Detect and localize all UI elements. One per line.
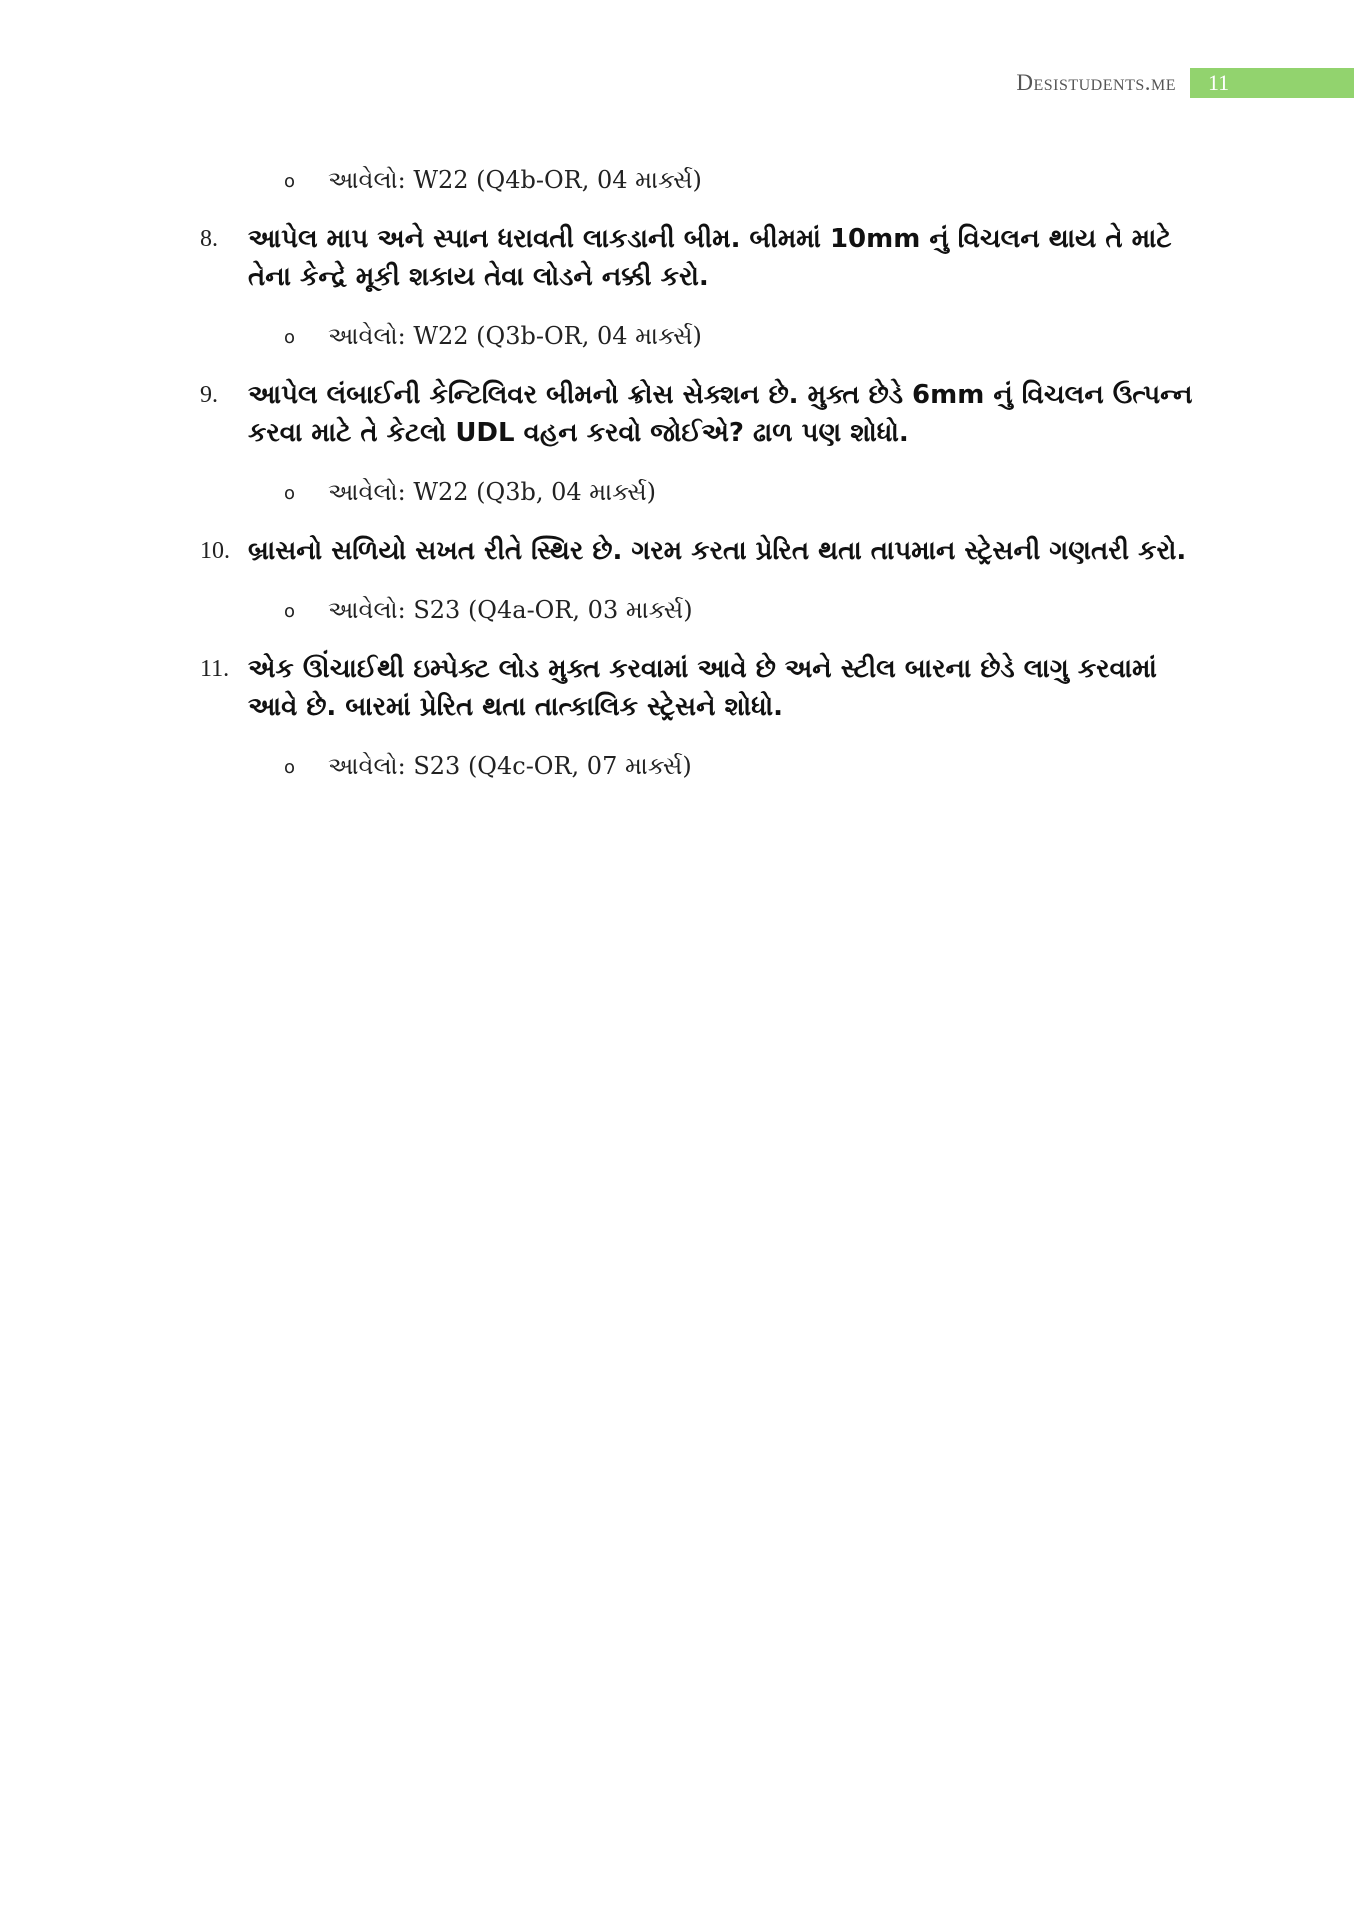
bullet-icon: o — [284, 171, 296, 192]
question-item — [200, 650, 1200, 726]
question-number: 10. — [200, 538, 230, 564]
question-list — [200, 160, 1200, 786]
asked-text: આવેલો: S23 (Q4a-OR, 03 માર્ક્સ) — [328, 596, 693, 624]
question-number: 8. — [200, 226, 218, 252]
asked-info — [200, 746, 1200, 786]
bullet-icon: o — [284, 327, 296, 348]
asked-info — [200, 316, 1200, 356]
page-header — [1016, 68, 1354, 98]
bullet-icon: o — [284, 601, 296, 622]
question-item — [200, 376, 1200, 452]
question-item — [200, 532, 1200, 570]
bullet-icon: o — [284, 757, 296, 778]
question-text: આપેલ લંબાઈની કેન્ટિલિવર બીમનો ક્રોસ સેક્શન છે. મુક્ત છેડે 6mm નું વિચલન ઉત્પન્ન કરવા માટે તે કેટલો UDL વહન કરવો જોઈએ? ઢાળ પણ શોધો. — [248, 380, 1193, 448]
asked-text: આવેલો: W22 (Q4b-OR, 04 માર્ક્સ) — [328, 166, 702, 194]
question-number: 11. — [200, 656, 230, 682]
asked-text: આવેલો: W22 (Q3b, 04 માર્ક્સ) — [328, 478, 657, 506]
site-name: Desistudents.me — [1016, 70, 1176, 95]
question-text: એક ઊંચાઈથી ઇમ્પેક્ટ લોડ મુક્ત કરવામાં આવે છે અને સ્ટીલ બારના છેડે લાગુ કરવામાં આવે છે. બારમાં પ્રેરિત થતા તાત્કાલિક સ્ટ્રેસને શોધો. — [248, 654, 1157, 722]
asked-text: આવેલો: S23 (Q4c-OR, 07 માર્ક્સ) — [328, 752, 692, 780]
question-text: આપેલ માપ અને સ્પાન ધરાવતી લાકડાની બીમ. બીમમાં 10mm નું વિચલન થાય તે માટે તેના કેન્દ્રે મૂકી શકાય તેવા લોડને નક્કી કરો. — [248, 224, 1172, 292]
question-number: 9. — [200, 382, 218, 408]
asked-text: આવેલો: W22 (Q3b-OR, 04 માર્ક્સ) — [328, 322, 702, 350]
bullet-icon: o — [284, 483, 296, 504]
question-item — [200, 220, 1200, 296]
asked-info — [200, 590, 1200, 630]
asked-info — [200, 160, 1200, 200]
question-text: બ્રાસનો સળિયો સખત રીતે સ્થિર છે. ગરમ કરતા પ્રેરિત થતા તાપમાન સ્ટ્રેસની ગણતરી કરો. — [248, 536, 1187, 566]
asked-info — [200, 472, 1200, 512]
page-number: 11 — [1190, 68, 1354, 98]
